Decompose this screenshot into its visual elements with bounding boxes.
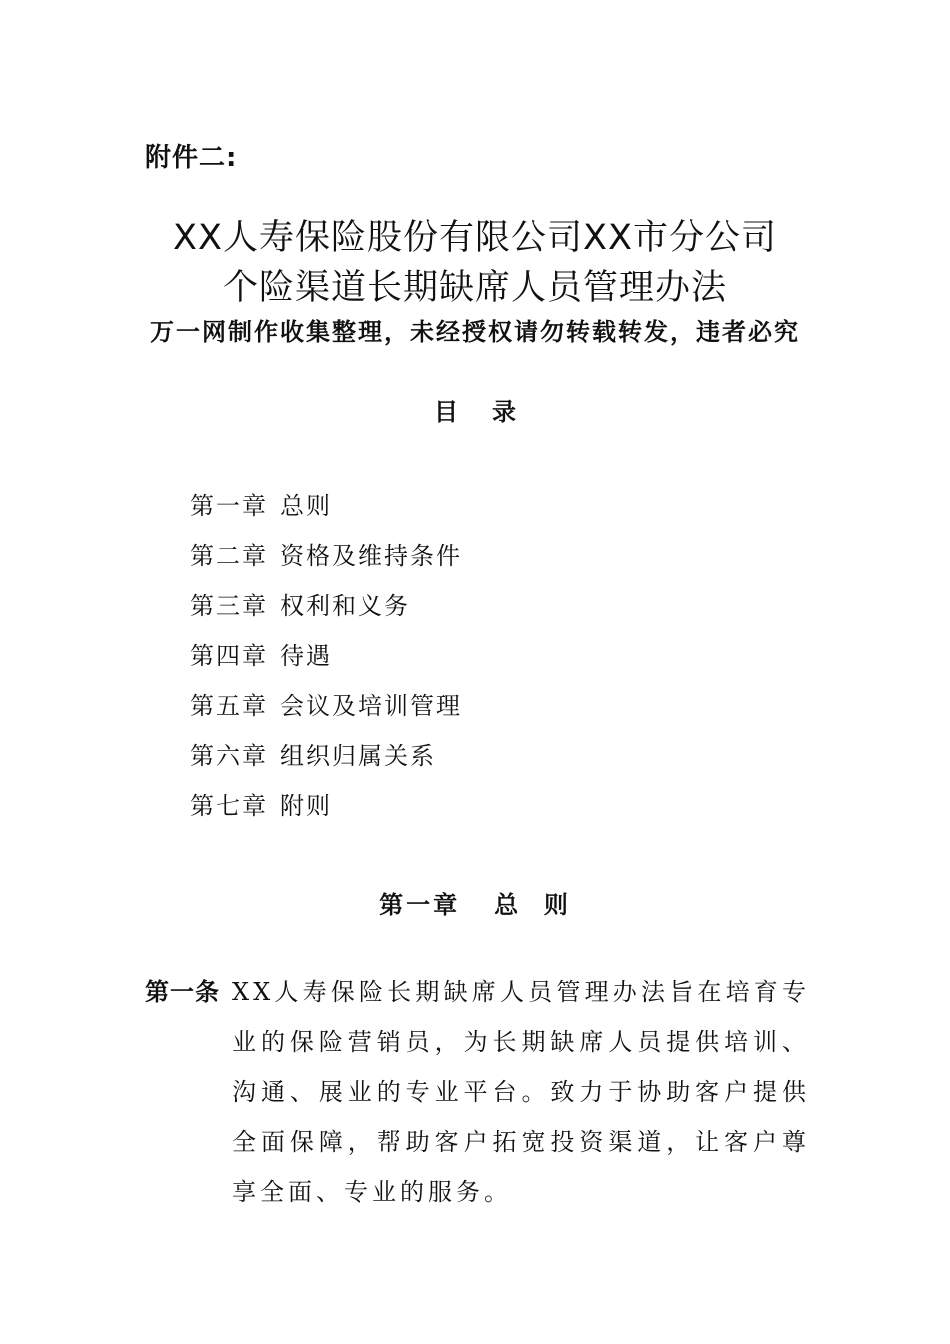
toc-chapter-name: 组织归属关系 (280, 742, 436, 770)
toc-item (190, 690, 462, 740)
toc-chapter-name: 附则 (280, 792, 332, 820)
toc-chapter-name: 总则 (280, 492, 332, 520)
toc-chapter-name: 会议及培训管理 (280, 692, 462, 720)
toc-chapter-number: 第四章 (190, 642, 268, 670)
toc-chapter-number: 第二章 (190, 542, 268, 570)
toc-chapter-number: 第一章 (190, 492, 268, 520)
toc-item (190, 790, 462, 840)
chapter-heading: 第一章 总 则 (379, 890, 571, 919)
attachment-label: 附件二: (145, 143, 238, 173)
toc-item (190, 640, 462, 690)
table-of-contents (190, 490, 462, 840)
toc-chapter-name: 权利和义务 (280, 592, 410, 620)
article-label: 第一条 (145, 977, 220, 1006)
copyright-notice: 万一网制作收集整理，未经授权请勿转载转发，违者必究 (150, 317, 800, 346)
toc-chapter-name: 资格及维持条件 (280, 542, 462, 570)
toc-chapter-number: 第五章 (190, 692, 268, 720)
toc-chapter-name: 待遇 (280, 642, 332, 670)
toc-chapter-number: 第三章 (190, 592, 268, 620)
toc-item (190, 740, 462, 790)
toc-item (190, 490, 462, 540)
toc-item (190, 540, 462, 590)
article-1 (145, 967, 810, 1217)
toc-heading: 目录 (434, 397, 550, 426)
document-title-line-1: XX人寿保险股份有限公司XX市分公司 (173, 218, 777, 258)
toc-item (190, 590, 462, 640)
document-title-line-2: 个险渠道长期缺席人员管理办法 (222, 268, 727, 308)
article-body: XX人寿保险长期缺席人员管理办法旨在培育专业的保险营销员，为长期缺席人员提供培训、沟通、展业的专业平台。致力于协助客户提供全面保障，帮助客户拓宽投资渠道，让客户尊享全面、专业的服务。 (232, 978, 810, 1206)
toc-chapter-number: 第六章 (190, 742, 268, 770)
toc-chapter-number: 第七章 (190, 792, 268, 820)
